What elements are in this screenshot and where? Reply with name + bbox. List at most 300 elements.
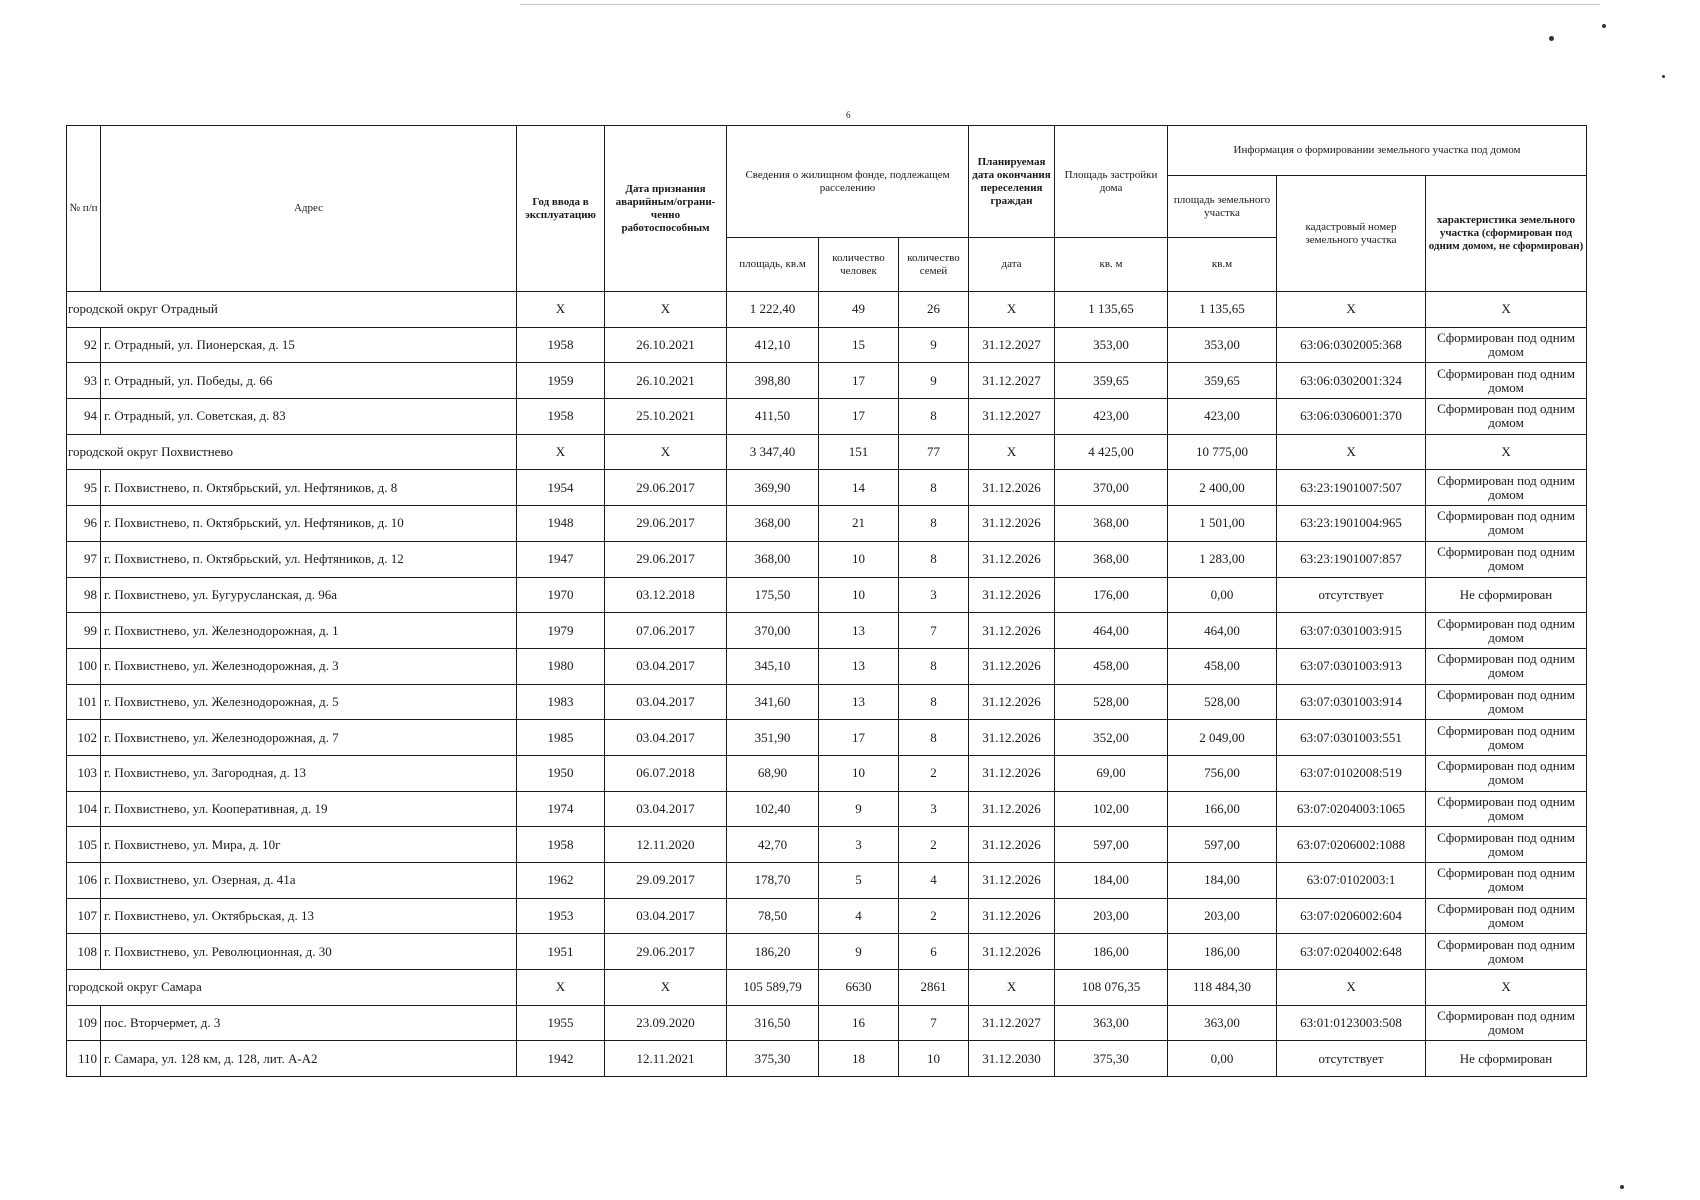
cell-status: Сформирован под одним домом	[1426, 541, 1587, 577]
cell-area: 411,50	[727, 399, 819, 435]
cell-year: 1980	[517, 648, 605, 684]
scan-speck	[1602, 24, 1606, 28]
group-name: городской округ Самара	[67, 970, 517, 1006]
cell-date: 29.06.2017	[605, 506, 727, 542]
cell-year: 1950	[517, 755, 605, 791]
cell-status: Сформирован под одним домом	[1426, 934, 1587, 970]
cell-year: X	[517, 292, 605, 328]
cell-area: 102,40	[727, 791, 819, 827]
cell-date: 03.04.2017	[605, 720, 727, 756]
cell-planned: 31.12.2026	[969, 648, 1055, 684]
cell-date: 29.09.2017	[605, 863, 727, 899]
cell-families: 2	[899, 827, 969, 863]
cell-date: 26.10.2021	[605, 363, 727, 399]
table-row	[67, 791, 1587, 827]
group-row	[67, 292, 1587, 328]
table-row	[67, 863, 1587, 899]
cell-status: X	[1426, 970, 1587, 1006]
cell-cadastral: X	[1277, 434, 1426, 470]
cell-date: 29.06.2017	[605, 934, 727, 970]
cell-area: 398,80	[727, 363, 819, 399]
cell-area: 175,50	[727, 577, 819, 613]
table-row	[67, 577, 1587, 613]
header-address: Адрес	[101, 126, 517, 292]
cell-planned: 31.12.2026	[969, 863, 1055, 899]
cell-cadastral: 63:07:0102003:1	[1277, 863, 1426, 899]
table-row	[67, 755, 1587, 791]
cell-address: г. Отрадный, ул. Пионерская, д. 15	[101, 327, 517, 363]
header-year: Год ввода в эксплуатацию	[517, 126, 605, 292]
cell-year: 1958	[517, 827, 605, 863]
cell-address: г. Похвистнево, п. Октябрьский, ул. Нефтяников, д. 10	[101, 506, 517, 542]
cell-people: 4	[819, 898, 899, 934]
cell-area: 42,70	[727, 827, 819, 863]
cell-date: 26.10.2021	[605, 327, 727, 363]
cell-building: 368,00	[1055, 506, 1168, 542]
cell-families: 3	[899, 577, 969, 613]
cell-num: 98	[67, 577, 101, 613]
cell-num: 100	[67, 648, 101, 684]
cell-address: г. Похвистнево, ул. Революционная, д. 30	[101, 934, 517, 970]
cell-num: 106	[67, 863, 101, 899]
cell-people: 9	[819, 934, 899, 970]
header-cadastral: кадастровый номер земельного участка	[1277, 176, 1426, 292]
cell-land: 1 135,65	[1168, 292, 1277, 328]
cell-year: 1985	[517, 720, 605, 756]
cell-address: г. Похвистнево, ул. Бугурусланская, д. 96а	[101, 577, 517, 613]
cell-land: 2 049,00	[1168, 720, 1277, 756]
group-name: городской округ Отрадный	[67, 292, 517, 328]
cell-people: 13	[819, 613, 899, 649]
cell-area: 178,70	[727, 863, 819, 899]
cell-land: 597,00	[1168, 827, 1277, 863]
cell-building: 102,00	[1055, 791, 1168, 827]
cell-planned: 31.12.2027	[969, 363, 1055, 399]
cell-status: Сформирован под одним домом	[1426, 506, 1587, 542]
cell-num: 95	[67, 470, 101, 506]
cell-families: 8	[899, 684, 969, 720]
cell-address: г. Отрадный, ул. Победы, д. 66	[101, 363, 517, 399]
cell-families: 9	[899, 327, 969, 363]
cell-year: 1955	[517, 1005, 605, 1041]
cell-area: 412,10	[727, 327, 819, 363]
cell-status: Сформирован под одним домом	[1426, 684, 1587, 720]
cell-people: 13	[819, 648, 899, 684]
cell-people: 15	[819, 327, 899, 363]
cell-planned: X	[969, 434, 1055, 470]
cell-people: 18	[819, 1041, 899, 1077]
scan-speck	[1620, 1185, 1624, 1189]
cell-address: г. Похвистнево, ул. Загородная, д. 13	[101, 755, 517, 791]
header-building-area: Площадь застройки дома	[1055, 126, 1168, 238]
page-number: 6	[846, 110, 851, 120]
cell-status: Сформирован под одним домом	[1426, 863, 1587, 899]
cell-land: 166,00	[1168, 791, 1277, 827]
cell-area: 351,90	[727, 720, 819, 756]
cell-people: 9	[819, 791, 899, 827]
resettlement-table	[66, 125, 1587, 1077]
cell-land: 203,00	[1168, 898, 1277, 934]
cell-year: 1970	[517, 577, 605, 613]
group-name: городской округ Похвистнево	[67, 434, 517, 470]
cell-building: 352,00	[1055, 720, 1168, 756]
table-row	[67, 898, 1587, 934]
cell-families: 7	[899, 613, 969, 649]
cell-cadastral: 63:23:1901007:857	[1277, 541, 1426, 577]
cell-cadastral: отсутствует	[1277, 1041, 1426, 1077]
cell-families: 77	[899, 434, 969, 470]
cell-families: 2	[899, 755, 969, 791]
cell-year: 1979	[517, 613, 605, 649]
cell-building: 375,30	[1055, 1041, 1168, 1077]
subheader-building-sqm: кв. м	[1055, 238, 1168, 292]
cell-num: 102	[67, 720, 101, 756]
cell-land: 359,65	[1168, 363, 1277, 399]
cell-planned: 31.12.2026	[969, 827, 1055, 863]
cell-families: 4	[899, 863, 969, 899]
cell-people: 16	[819, 1005, 899, 1041]
cell-num: 107	[67, 898, 101, 934]
cell-land: 10 775,00	[1168, 434, 1277, 470]
cell-land: 458,00	[1168, 648, 1277, 684]
scan-edge-line	[520, 4, 1600, 5]
cell-building: 69,00	[1055, 755, 1168, 791]
cell-year: X	[517, 434, 605, 470]
cell-status: Сформирован под одним домом	[1426, 470, 1587, 506]
table-body	[67, 292, 1587, 1077]
cell-year: 1947	[517, 541, 605, 577]
cell-area: 375,30	[727, 1041, 819, 1077]
cell-date: 12.11.2021	[605, 1041, 727, 1077]
cell-address: г. Самара, ул. 128 км, д. 128, лит. А-А2	[101, 1041, 517, 1077]
cell-date: X	[605, 970, 727, 1006]
cell-planned: 31.12.2026	[969, 898, 1055, 934]
cell-planned: 31.12.2030	[969, 1041, 1055, 1077]
cell-cadastral: 63:07:0204003:1065	[1277, 791, 1426, 827]
cell-families: 2861	[899, 970, 969, 1006]
cell-year: 1942	[517, 1041, 605, 1077]
table-row	[67, 363, 1587, 399]
cell-area: 345,10	[727, 648, 819, 684]
table-row	[67, 541, 1587, 577]
cell-cadastral: 63:01:0123003:508	[1277, 1005, 1426, 1041]
cell-cadastral: 63:07:0206002:1088	[1277, 827, 1426, 863]
cell-families: 9	[899, 363, 969, 399]
cell-num: 92	[67, 327, 101, 363]
cell-address: г. Похвистнево, ул. Железнодорожная, д. 3	[101, 648, 517, 684]
table-row	[67, 720, 1587, 756]
cell-status: X	[1426, 434, 1587, 470]
cell-cadastral: 63:06:0302005:368	[1277, 327, 1426, 363]
subheader-people: количество человек	[819, 238, 899, 292]
cell-area: 369,90	[727, 470, 819, 506]
cell-date: 07.06.2017	[605, 613, 727, 649]
cell-cadastral: 63:23:1901007:507	[1277, 470, 1426, 506]
cell-families: 8	[899, 648, 969, 684]
cell-people: 151	[819, 434, 899, 470]
cell-land: 186,00	[1168, 934, 1277, 970]
header-num: № п/п	[67, 126, 101, 292]
cell-families: 8	[899, 720, 969, 756]
cell-land: 1 283,00	[1168, 541, 1277, 577]
cell-cadastral: отсутствует	[1277, 577, 1426, 613]
cell-people: 13	[819, 684, 899, 720]
header-land-area: площадь земельного участка	[1168, 176, 1277, 238]
cell-planned: 31.12.2026	[969, 720, 1055, 756]
cell-people: 17	[819, 399, 899, 435]
cell-status: Сформирован под одним домом	[1426, 613, 1587, 649]
header-land-info: Информация о формировании земельного участка под домом	[1168, 126, 1587, 176]
cell-people: 10	[819, 577, 899, 613]
cell-date: 03.04.2017	[605, 684, 727, 720]
cell-cadastral: 63:07:0301003:913	[1277, 648, 1426, 684]
cell-address: г. Похвистнево, ул. Октябрьская, д. 13	[101, 898, 517, 934]
cell-area: 68,90	[727, 755, 819, 791]
cell-land: 363,00	[1168, 1005, 1277, 1041]
scan-speck	[1549, 36, 1554, 41]
cell-year: 1959	[517, 363, 605, 399]
cell-address: г. Похвистнево, п. Октябрьский, ул. Нефтяников, д. 12	[101, 541, 517, 577]
table-row	[67, 470, 1587, 506]
cell-status: Сформирован под одним домом	[1426, 755, 1587, 791]
cell-building: 528,00	[1055, 684, 1168, 720]
cell-date: 03.12.2018	[605, 577, 727, 613]
cell-year: 1951	[517, 934, 605, 970]
cell-status: Не сформирован	[1426, 577, 1587, 613]
cell-cadastral: 63:07:0301003:915	[1277, 613, 1426, 649]
cell-date: 29.06.2017	[605, 541, 727, 577]
cell-num: 103	[67, 755, 101, 791]
cell-building: 368,00	[1055, 541, 1168, 577]
cell-num: 93	[67, 363, 101, 399]
cell-people: 21	[819, 506, 899, 542]
cell-planned: 31.12.2026	[969, 934, 1055, 970]
header-land-status: характеристика земельного участка (сформирован под одним домом, не сформирован)	[1426, 176, 1587, 292]
cell-cadastral: 63:06:0306001:370	[1277, 399, 1426, 435]
subheader-families: количество семей	[899, 238, 969, 292]
cell-date: 12.11.2020	[605, 827, 727, 863]
cell-date: 25.10.2021	[605, 399, 727, 435]
cell-address: г. Похвистнево, ул. Мира, д. 10г	[101, 827, 517, 863]
cell-address: г. Похвистнево, п. Октябрьский, ул. Нефтяников, д. 8	[101, 470, 517, 506]
cell-planned: 31.12.2026	[969, 755, 1055, 791]
cell-num: 94	[67, 399, 101, 435]
cell-planned: 31.12.2027	[969, 1005, 1055, 1041]
cell-address: г. Похвистнево, ул. Железнодорожная, д. 7	[101, 720, 517, 756]
cell-year: 1954	[517, 470, 605, 506]
cell-land: 528,00	[1168, 684, 1277, 720]
cell-planned: 31.12.2026	[969, 506, 1055, 542]
cell-address: г. Отрадный, ул. Советская, д. 83	[101, 399, 517, 435]
cell-area: 370,00	[727, 613, 819, 649]
cell-year: 1974	[517, 791, 605, 827]
cell-people: 10	[819, 755, 899, 791]
cell-date: X	[605, 434, 727, 470]
cell-families: 10	[899, 1041, 969, 1077]
cell-people: 49	[819, 292, 899, 328]
cell-land: 1 501,00	[1168, 506, 1277, 542]
cell-status: X	[1426, 292, 1587, 328]
cell-building: 597,00	[1055, 827, 1168, 863]
cell-cadastral: 63:07:0102008:519	[1277, 755, 1426, 791]
cell-date: 29.06.2017	[605, 470, 727, 506]
cell-families: 6	[899, 934, 969, 970]
table-row	[67, 934, 1587, 970]
cell-land: 756,00	[1168, 755, 1277, 791]
cell-num: 109	[67, 1005, 101, 1041]
header-date-recognition: Дата признания аварийным/ограни-ченно работоспособным	[605, 126, 727, 292]
cell-area: 368,00	[727, 541, 819, 577]
cell-status: Сформирован под одним домом	[1426, 363, 1587, 399]
cell-area: 368,00	[727, 506, 819, 542]
table-row	[67, 827, 1587, 863]
cell-year: 1948	[517, 506, 605, 542]
cell-building: 203,00	[1055, 898, 1168, 934]
cell-status: Сформирован под одним домом	[1426, 720, 1587, 756]
cell-people: 17	[819, 363, 899, 399]
scan-speck	[1662, 75, 1665, 78]
cell-families: 2	[899, 898, 969, 934]
cell-building: 370,00	[1055, 470, 1168, 506]
cell-cadastral: X	[1277, 970, 1426, 1006]
cell-num: 101	[67, 684, 101, 720]
cell-planned: X	[969, 292, 1055, 328]
cell-building: 464,00	[1055, 613, 1168, 649]
cell-address: г. Похвистнево, ул. Железнодорожная, д. 5	[101, 684, 517, 720]
cell-people: 14	[819, 470, 899, 506]
table-row	[67, 506, 1587, 542]
cell-land: 118 484,30	[1168, 970, 1277, 1006]
cell-people: 17	[819, 720, 899, 756]
cell-people: 5	[819, 863, 899, 899]
cell-land: 0,00	[1168, 1041, 1277, 1077]
cell-building: 359,65	[1055, 363, 1168, 399]
cell-planned: 31.12.2026	[969, 684, 1055, 720]
cell-land: 184,00	[1168, 863, 1277, 899]
cell-planned: 31.12.2027	[969, 399, 1055, 435]
cell-families: 8	[899, 506, 969, 542]
cell-land: 0,00	[1168, 577, 1277, 613]
cell-num: 104	[67, 791, 101, 827]
cell-families: 8	[899, 541, 969, 577]
cell-num: 108	[67, 934, 101, 970]
cell-num: 105	[67, 827, 101, 863]
cell-land: 2 400,00	[1168, 470, 1277, 506]
cell-cadastral: 63:23:1901004:965	[1277, 506, 1426, 542]
cell-status: Сформирован под одним домом	[1426, 399, 1587, 435]
cell-planned: 31.12.2026	[969, 613, 1055, 649]
cell-families: 8	[899, 399, 969, 435]
cell-building: 176,00	[1055, 577, 1168, 613]
cell-address: г. Похвистнево, ул. Железнодорожная, д. 1	[101, 613, 517, 649]
cell-area: 316,50	[727, 1005, 819, 1041]
cell-date: 06.07.2018	[605, 755, 727, 791]
cell-area: 1 222,40	[727, 292, 819, 328]
cell-num: 110	[67, 1041, 101, 1077]
table-row	[67, 648, 1587, 684]
cell-building: 353,00	[1055, 327, 1168, 363]
cell-date: 23.09.2020	[605, 1005, 727, 1041]
cell-planned: 31.12.2026	[969, 791, 1055, 827]
cell-year: X	[517, 970, 605, 1006]
cell-year: 1983	[517, 684, 605, 720]
cell-date: X	[605, 292, 727, 328]
cell-address: пос. Вторчермет, д. 3	[101, 1005, 517, 1041]
cell-building: 4 425,00	[1055, 434, 1168, 470]
cell-cadastral: 63:07:0204002:648	[1277, 934, 1426, 970]
cell-year: 1958	[517, 399, 605, 435]
cell-land: 353,00	[1168, 327, 1277, 363]
cell-status: Сформирован под одним домом	[1426, 827, 1587, 863]
cell-num: 97	[67, 541, 101, 577]
header-housing-info: Сведения о жилищном фонде, подлежащем расселению	[727, 126, 969, 238]
cell-status: Не сформирован	[1426, 1041, 1587, 1077]
cell-building: 1 135,65	[1055, 292, 1168, 328]
cell-area: 105 589,79	[727, 970, 819, 1006]
cell-area: 341,60	[727, 684, 819, 720]
subheader-area: площадь, кв.м	[727, 238, 819, 292]
cell-area: 186,20	[727, 934, 819, 970]
cell-people: 10	[819, 541, 899, 577]
cell-building: 423,00	[1055, 399, 1168, 435]
cell-families: 8	[899, 470, 969, 506]
table-row	[67, 1041, 1587, 1077]
cell-year: 1953	[517, 898, 605, 934]
cell-planned: 31.12.2026	[969, 470, 1055, 506]
cell-status: Сформирован под одним домом	[1426, 791, 1587, 827]
group-row	[67, 434, 1587, 470]
cell-families: 7	[899, 1005, 969, 1041]
cell-num: 99	[67, 613, 101, 649]
cell-building: 108 076,35	[1055, 970, 1168, 1006]
cell-year: 1962	[517, 863, 605, 899]
cell-area: 78,50	[727, 898, 819, 934]
cell-people: 6630	[819, 970, 899, 1006]
subheader-land-sqm: кв.м	[1168, 238, 1277, 292]
cell-date: 03.04.2017	[605, 648, 727, 684]
cell-planned: 31.12.2027	[969, 327, 1055, 363]
cell-status: Сформирован под одним домом	[1426, 898, 1587, 934]
cell-cadastral: X	[1277, 292, 1426, 328]
cell-status: Сформирован под одним домом	[1426, 1005, 1587, 1041]
table-row	[67, 327, 1587, 363]
cell-status: Сформирован под одним домом	[1426, 327, 1587, 363]
cell-cadastral: 63:07:0301003:914	[1277, 684, 1426, 720]
cell-date: 03.04.2017	[605, 791, 727, 827]
cell-area: 3 347,40	[727, 434, 819, 470]
cell-address: г. Похвистнево, ул. Озерная, д. 41а	[101, 863, 517, 899]
table-row	[67, 613, 1587, 649]
cell-cadastral: 63:07:0206002:604	[1277, 898, 1426, 934]
cell-date: 03.04.2017	[605, 898, 727, 934]
cell-families: 3	[899, 791, 969, 827]
cell-land: 464,00	[1168, 613, 1277, 649]
cell-building: 186,00	[1055, 934, 1168, 970]
cell-cadastral: 63:07:0301003:551	[1277, 720, 1426, 756]
table-row	[67, 1005, 1587, 1041]
table-row	[67, 399, 1587, 435]
cell-address: г. Похвистнево, ул. Кооперативная, д. 19	[101, 791, 517, 827]
cell-planned: 31.12.2026	[969, 541, 1055, 577]
cell-building: 458,00	[1055, 648, 1168, 684]
cell-planned: X	[969, 970, 1055, 1006]
cell-year: 1958	[517, 327, 605, 363]
cell-cadastral: 63:06:0302001:324	[1277, 363, 1426, 399]
cell-land: 423,00	[1168, 399, 1277, 435]
table-row	[67, 684, 1587, 720]
subheader-date: дата	[969, 238, 1055, 292]
cell-building: 363,00	[1055, 1005, 1168, 1041]
